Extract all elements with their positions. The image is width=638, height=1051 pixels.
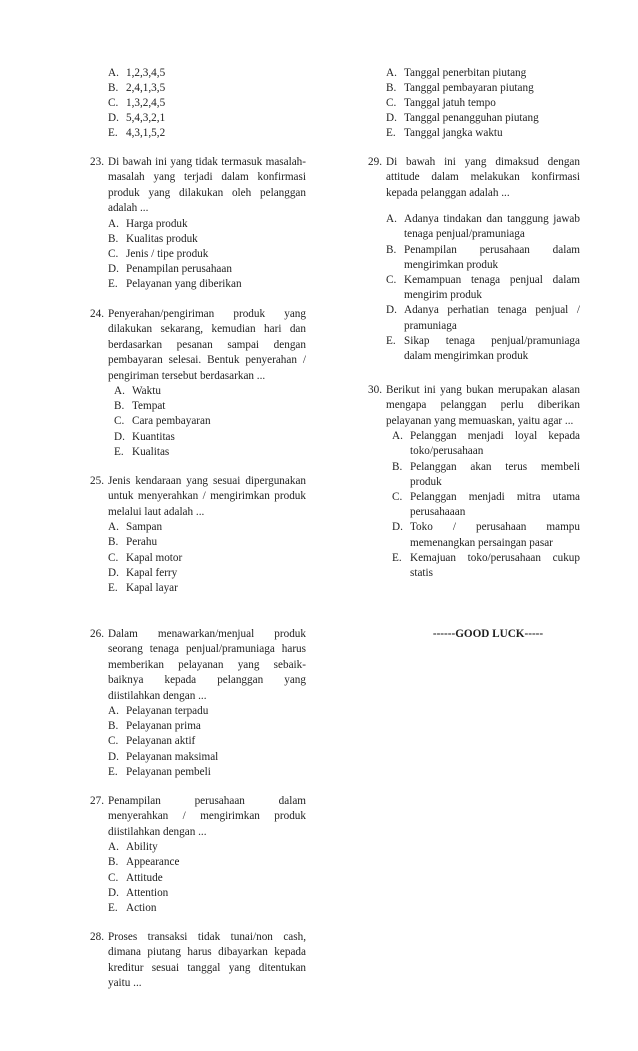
option-a: A. Pelayanan terpadu [108,705,209,718]
option-b: B. Pelanggan akan terus membeli produk [392,460,580,488]
question-number: 30. [368,384,382,396]
option-d: D. Toko / perusahaan mampu memenangkan persaingan pasar [392,521,580,549]
option-a: A. 1,2,3,4,5 [108,67,166,79]
option-e: E. Sikap tenaga penjual/pramuniaga dalam mengirimkan produk [386,334,580,363]
option-d: D. Attention [108,886,169,899]
option-a: A. Adanya tindakan dan tanggung jawab tenaga penjual/pramuniaga [386,213,580,241]
question-28 [90,930,306,992]
question-text: Di bawah ini yang dimaksud dengan attitude dalam melakukan konfirmasi kepada pelanggan adalah ... [386,156,580,199]
option-list [108,217,306,293]
question-number: 26. [90,628,104,640]
question-number: 29. [368,156,382,168]
option-a: A. Harga produk [108,217,188,230]
question-number: 24. [90,308,104,320]
option-list [108,520,306,596]
closing-message: ------GOOD LUCK----- [432,628,544,640]
option-c: C. Pelayanan aktif [108,735,196,748]
question-number: 28. [90,931,104,943]
option-d: D. Adanya perhatian tenaga penjual / pramuniaga [386,304,580,332]
option-b: B. Perahu [108,536,158,549]
question-23 [90,155,306,293]
option-e: E. Pelayanan pembeli [108,765,211,778]
option-list [392,429,580,581]
option-c: C. Jenis / tipe produk [108,248,209,261]
option-a: A. Ability [108,841,158,854]
option-e: E. Kapal layar [108,582,178,595]
question-text: Di bawah ini yang tidak termasuk masalah-masalah yang terjadi dalam konfirmasi produk yang dilakukan oleh pelanggan adalah ... [108,156,306,215]
option-b: B. Appearance [108,856,180,869]
question-25 [90,474,306,596]
option-d: D. Penampilan perusahaan [108,263,232,276]
option-e: E. 4,3,1,5,2 [108,127,166,139]
option-d: D. Tanggal penangguhan piutang [386,112,539,124]
question-text: Dalam menawarkan/menjual produk seorang tenaga penjual/pramuniaga harus memberikan pelayanan yang sebaik-baiknya kepada pelanggan yang diistilahkan dengan ... [108,628,306,702]
option-d: D. Pelayanan maksimal [108,750,219,763]
option-list [386,212,580,364]
option-d: D. Kuantitas [114,430,175,443]
question-text: Penampilan perusahaan dalam menyerahkan / mengirimkan produk diistilahkan dengan ... [108,795,306,838]
question-text: Jenis kendaraan yang sesuai dipergunakan untuk menyerahkan / mengirimkan produk melalui laut adalah ... [108,475,306,518]
option-a: A. Tanggal penerbitan piutang [386,67,527,79]
option-a: A. Waktu [114,385,161,398]
option-b: B. Tempat [114,400,166,413]
option-d: D. 5,4,3,2,1 [108,112,166,124]
option-c: C. 1,3,2,4,5 [108,97,166,109]
option-e: E. Kualitas [114,445,170,458]
question-number: 27. [90,795,104,807]
option-list [108,704,306,780]
question-30 [368,383,580,581]
question-text: Penyerahan/pengiriman produk yang dilakukan sekarang, kemudian hari dan berdasarkan pesanan sampai dengan pembayaran selesai. Bentuk penyerahan / pengiriman tersebut berdasarkan ... [108,308,306,382]
option-b: B. Tanggal pembayaran piutang [386,82,534,94]
option-e: E. Tanggal jangka waktu [386,127,503,139]
question-29 [368,155,580,364]
option-c: C. Tanggal jatuh tempo [386,97,496,109]
question-text: Proses transaksi tidak tunai/non cash, dimana piutang harus dibayarkan kepada kreditur sesuai tanggal yang ditentukan yaitu ... [108,931,306,990]
question-24 [90,307,306,460]
option-e: E. Action [108,902,157,915]
option-c: C. Attitude [108,871,163,884]
question-number: 23. [90,156,104,168]
option-d: D. Kapal ferry [108,566,178,579]
option-b: B. Penampilan perusahaan dalam mengirimkan produk [386,243,580,271]
option-b: B. Kualitas produk [108,232,198,245]
option-c: C. Pelanggan menjadi mitra utama perusahaaan [392,491,580,519]
option-c: C. Kemampuan tenaga penjual dalam mengirim produk [386,274,580,302]
question-26 [90,627,306,780]
option-list [114,384,306,460]
option-list [108,840,306,916]
option-c: C. Kapal motor [108,551,183,564]
option-b: B. 2,4,1,3,5 [108,82,166,94]
option-e: E. Kemajuan toko/perusahaan cukup statis [392,551,580,580]
option-b: B. Pelayanan prima [108,720,201,733]
question-27 [90,794,306,916]
question-number: 25. [90,475,104,487]
option-e: E. Pelayanan yang diberikan [108,278,242,291]
question-text: Berikut ini yang bukan merupakan alasan mengapa pelanggan perlu diberikan pelayanan yang memuaskan, yaitu agar ... [386,384,580,427]
option-a: A. Sampan [108,521,163,534]
option-c: C. Cara pembayaran [114,415,211,428]
option-a: A. Pelanggan menjadi loyal kepada toko/perusahaan [392,430,580,458]
